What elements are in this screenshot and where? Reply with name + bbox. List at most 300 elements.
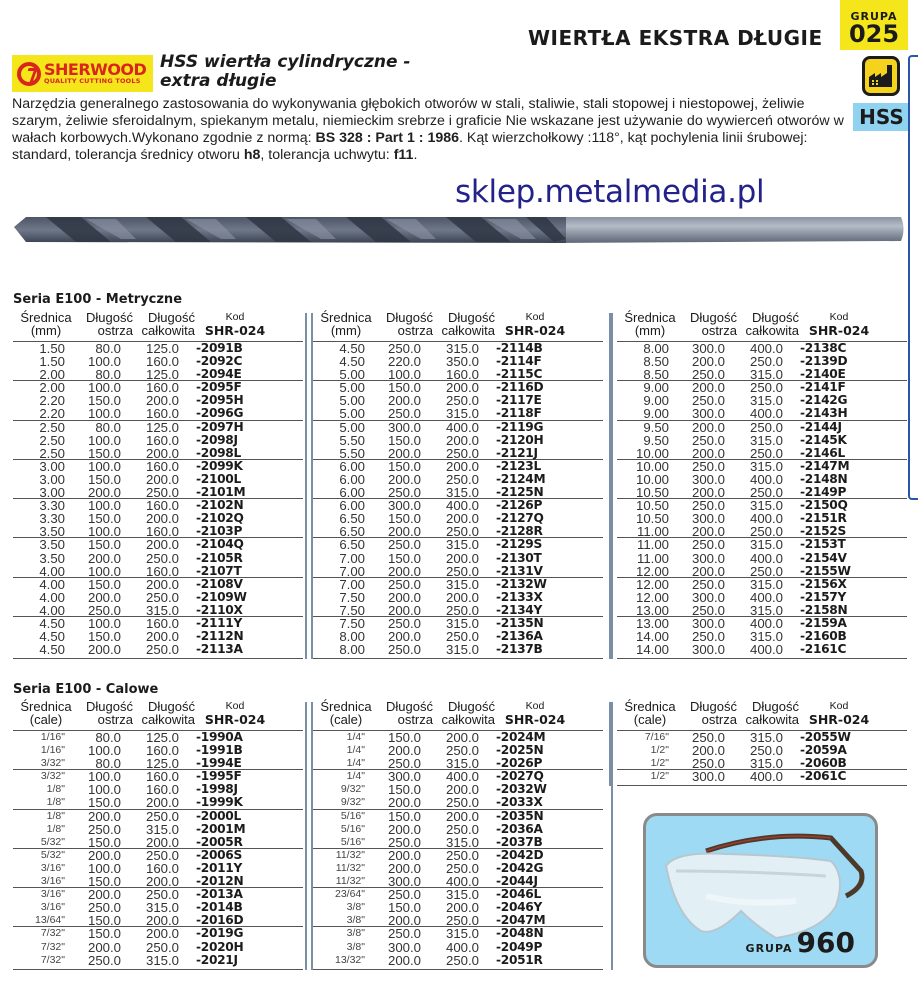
header-text: Długość	[448, 310, 495, 325]
diameter-cell: 4.00	[39, 602, 65, 618]
flute-length-cell: 200.0	[87, 589, 121, 605]
flute-length-cell: 300.0	[387, 498, 421, 514]
diameter-cell: 7/16"	[644, 731, 669, 743]
product-code-cell: -2114F	[496, 354, 542, 369]
flute-length-cell: 200.0	[387, 860, 421, 876]
diameter-cell: 3/8"	[346, 914, 365, 927]
product-code-cell: -2012N	[196, 874, 244, 889]
flute-length-cell: 250.0	[691, 393, 725, 409]
table-row	[617, 565, 907, 578]
product-code-cell: -2049P	[496, 939, 543, 954]
product-code-cell: -2094E	[196, 367, 242, 382]
flute-length-cell: 250.0	[87, 900, 121, 916]
table-row	[13, 927, 303, 940]
header-text: Długość	[690, 699, 737, 714]
inch-table-3	[617, 700, 907, 786]
overall-length-cell: 315.0	[145, 952, 179, 968]
diameter-cell: 5.00	[339, 393, 365, 409]
product-description	[12, 96, 852, 164]
diameter-cell: 12.00	[635, 563, 669, 579]
flute-length-cell: 250.0	[387, 615, 421, 631]
product-code-cell: -1999K	[196, 795, 243, 810]
diameter-cell: 3/32"	[40, 757, 65, 770]
diameter-cell: 5.00	[339, 367, 365, 383]
header-overall-length	[433, 700, 495, 727]
overall-length-cell: 315.0	[749, 756, 783, 772]
table-row	[617, 604, 907, 617]
flute-length-cell: 250.0	[387, 834, 421, 850]
product-code-cell: -2097H	[196, 419, 244, 434]
diameter-cell: 5.00	[339, 406, 365, 422]
flute-length-cell: 200.0	[87, 550, 121, 566]
diameter-cell: 13.00	[635, 615, 669, 631]
diameter-cell: 11/32"	[335, 848, 365, 861]
header-flute-length	[379, 311, 433, 338]
overall-length-cell: 400.0	[749, 511, 783, 527]
table-header	[617, 700, 907, 731]
flute-length-cell: 80.0	[95, 756, 121, 772]
overall-length-cell: 160.0	[145, 860, 179, 876]
diameter-cell: 1/2"	[650, 744, 669, 757]
header-diameter	[617, 700, 683, 727]
flute-length-cell: 220.0	[387, 354, 421, 370]
product-title-line1: HSS wiertła cylindryczne -	[160, 52, 411, 72]
overall-length-cell: 200.0	[445, 380, 479, 396]
product-code-cell: -2104Q	[196, 537, 244, 552]
diameter-cell: 9.00	[643, 380, 669, 396]
header-diameter	[13, 700, 79, 727]
header-text: całkowita	[441, 712, 495, 727]
header-text: SHR-024	[204, 712, 266, 727]
product-code-cell: -2060B	[800, 756, 847, 771]
flute-length-cell: 150.0	[387, 511, 421, 527]
product-code-cell: -2160B	[800, 629, 847, 644]
brand-name: SHERWOOD	[44, 60, 147, 80]
flute-length-cell: 300.0	[387, 769, 421, 785]
header-text: ostrza	[397, 323, 433, 338]
product-code-cell: -2117E	[496, 393, 542, 408]
table-row	[13, 604, 303, 617]
overall-length-cell: 160.0	[145, 782, 179, 798]
header-text: Kod	[525, 700, 545, 712]
header-overall-length	[133, 311, 195, 338]
overall-length-cell: 315.0	[445, 576, 479, 592]
table-row	[617, 591, 907, 604]
overall-length-cell: 200.0	[445, 458, 479, 474]
diameter-cell: 3/16"	[40, 861, 65, 874]
diameter-cell: 3.50	[39, 537, 65, 553]
diameter-cell: 6.50	[339, 511, 365, 527]
product-code-cell: -2055W	[800, 730, 851, 744]
flute-length-cell: 250.0	[387, 926, 421, 942]
table-row	[13, 434, 303, 447]
flute-length-cell: 250.0	[691, 576, 725, 592]
product-code-cell: -2120H	[496, 432, 544, 447]
flute-length-cell: 80.0	[95, 341, 121, 356]
product-code-cell: -2110X	[196, 602, 243, 617]
product-code-cell: -2132W	[496, 576, 547, 591]
header-overall-length	[737, 700, 799, 727]
product-code-cell: -2037B	[496, 834, 543, 849]
overall-length-cell: 250.0	[145, 887, 179, 903]
product-code-cell: -2108V	[196, 576, 243, 591]
flute-length-cell: 250.0	[87, 602, 121, 618]
header-text: (cale)	[633, 712, 667, 727]
overall-length-cell: 250.0	[145, 550, 179, 566]
flute-length-cell: 250.0	[387, 642, 421, 658]
header-text: Średnica	[20, 310, 72, 325]
grupa-badge	[840, 0, 908, 50]
table-row	[13, 796, 303, 809]
flute-length-cell: 200.0	[691, 354, 725, 370]
overall-length-cell: 200.0	[145, 445, 179, 461]
overall-length-cell: 250.0	[145, 485, 179, 501]
table-row	[617, 643, 907, 656]
table-row	[617, 578, 907, 591]
diameter-cell: 3/8"	[346, 901, 365, 914]
overall-length-cell: 250.0	[145, 589, 179, 605]
overall-length-cell: 125.0	[145, 367, 179, 383]
overall-length-cell: 250.0	[445, 913, 479, 929]
overall-length-cell: 200.0	[445, 782, 479, 798]
overall-length-cell: 250.0	[145, 642, 179, 658]
diameter-cell: 1.50	[39, 354, 65, 370]
factory-icon	[862, 56, 900, 96]
flute-length-cell: 300.0	[691, 341, 725, 356]
flute-length-cell: 150.0	[387, 458, 421, 474]
diameter-cell: 3/16"	[40, 875, 65, 888]
overall-length-cell: 250.0	[445, 563, 479, 579]
header-text: całkowita	[141, 323, 195, 338]
overall-length-cell: 160.0	[445, 367, 479, 383]
table-row	[617, 421, 907, 434]
metric-section-title: Seria E100 - Metryczne	[13, 292, 183, 307]
diameter-cell: 7.50	[339, 602, 365, 618]
overall-length-cell: 250.0	[445, 471, 479, 487]
product-code-cell: -2152S	[800, 524, 846, 539]
flute-length-cell: 200.0	[691, 485, 725, 501]
product-code-cell: -2136A	[496, 629, 543, 644]
flute-length-cell: 80.0	[95, 730, 121, 745]
header-text: Kod	[829, 700, 849, 712]
diameter-cell: 5.50	[339, 432, 365, 448]
product-code-cell: -2149P	[800, 485, 847, 500]
overall-length-cell: 400.0	[445, 498, 479, 514]
header-text: (cale)	[329, 712, 363, 727]
flute-length-cell: 100.0	[87, 354, 121, 370]
table-header	[313, 311, 603, 342]
product-code-cell: -2021J	[196, 952, 238, 967]
product-code-cell: -2102N	[196, 498, 244, 513]
flute-length-cell: 200.0	[691, 445, 725, 461]
overall-length-cell: 400.0	[749, 642, 783, 658]
flute-length-cell: 100.0	[87, 615, 121, 631]
product-code-cell: -1994E	[196, 756, 242, 771]
header-text: całkowita	[441, 323, 495, 338]
drill-bit-image	[6, 209, 906, 249]
overall-length-cell: 200.0	[145, 393, 179, 409]
flute-length-cell: 250.0	[691, 498, 725, 514]
flute-length-cell: 200.0	[387, 795, 421, 811]
header-code	[495, 700, 575, 727]
flute-length-cell: 100.0	[87, 782, 121, 798]
flute-length-cell: 200.0	[87, 887, 121, 903]
flute-length-cell: 200.0	[87, 808, 121, 824]
product-code-cell: -2006S	[196, 847, 242, 862]
table-bottom-rule	[313, 969, 603, 970]
flute-length-cell: 80.0	[95, 367, 121, 383]
header-flute-length	[79, 311, 133, 338]
diameter-cell: 13/32"	[334, 953, 365, 966]
flute-length-cell: 200.0	[87, 939, 121, 955]
diameter-cell: 1/8"	[46, 796, 65, 809]
overall-length-cell: 315.0	[749, 629, 783, 645]
flute-length-cell: 100.0	[387, 367, 421, 383]
product-code-cell: -2095H	[196, 393, 244, 408]
product-code-cell: -2150Q	[800, 498, 848, 513]
overall-length-cell: 250.0	[749, 485, 783, 501]
header-flute-length	[79, 700, 133, 727]
overall-length-cell: 400.0	[749, 769, 783, 785]
flute-length-cell: 100.0	[87, 498, 121, 514]
overall-length-cell: 250.0	[445, 524, 479, 540]
overall-length-cell: 400.0	[749, 341, 783, 356]
table-row	[313, 460, 603, 473]
overall-length-cell: 250.0	[145, 808, 179, 824]
header-text: Kod	[525, 311, 545, 323]
overall-length-cell: 400.0	[749, 589, 783, 605]
flute-length-cell: 150.0	[87, 511, 121, 527]
table-bottom-rule	[617, 785, 907, 786]
header-text: (mm)	[330, 323, 362, 338]
table-row	[13, 460, 303, 473]
diameter-cell: 7.00	[339, 576, 365, 592]
table-row	[313, 954, 603, 967]
table-row	[13, 954, 303, 967]
flute-length-cell: 200.0	[387, 847, 421, 863]
product-code-cell: -1998J	[196, 782, 238, 797]
flute-length-cell: 250.0	[691, 602, 725, 618]
flute-length-cell: 300.0	[691, 550, 725, 566]
website-link[interactable]: sklep.metalmedia.pl	[455, 174, 765, 210]
diameter-cell: 7.00	[339, 550, 365, 566]
flute-length-cell: 300.0	[691, 406, 725, 422]
flute-length-cell: 300.0	[387, 939, 421, 955]
diameter-cell: 3.30	[39, 498, 65, 514]
overall-length-cell: 315.0	[445, 926, 479, 942]
flute-length-cell: 100.0	[87, 524, 121, 540]
diameter-cell: 4.50	[339, 341, 365, 356]
product-code-cell: -2036A	[496, 821, 543, 836]
flute-length-cell: 150.0	[387, 550, 421, 566]
table-row	[313, 407, 603, 420]
diameter-cell: 10.50	[635, 485, 669, 501]
description-text: .	[413, 147, 418, 163]
overall-length-cell: 160.0	[145, 458, 179, 474]
header-text: całkowita	[745, 323, 799, 338]
table-row	[13, 447, 303, 460]
product-code-cell: -2035N	[496, 808, 544, 823]
product-code-cell: -2099K	[196, 458, 243, 473]
product-code-cell: -2121J	[496, 445, 538, 460]
overall-length-cell: 250.0	[445, 860, 479, 876]
flute-length-cell: 200.0	[387, 563, 421, 579]
product-code-cell: -2109W	[196, 589, 247, 604]
header-diameter	[617, 311, 683, 338]
header-code	[195, 700, 275, 727]
hss-badge: HSS	[853, 103, 910, 131]
inch-table-1	[13, 700, 303, 970]
product-code-cell: -2113A	[196, 642, 243, 657]
header-code	[495, 311, 575, 338]
overall-length-cell: 250.0	[749, 743, 783, 759]
table-row	[13, 538, 303, 551]
header-text: SHR-024	[204, 323, 266, 338]
diameter-cell: 2.20	[39, 406, 65, 422]
header-text: ostrza	[397, 712, 433, 727]
flute-length-cell: 250.0	[691, 537, 725, 553]
product-code-cell: -2159A	[800, 615, 847, 630]
product-code-cell: -2119G	[496, 419, 544, 434]
flute-length-cell: 200.0	[387, 821, 421, 837]
diameter-cell: 10.00	[635, 445, 669, 461]
product-code-cell: -2107T	[196, 563, 242, 578]
diameter-cell: 5/16"	[340, 809, 365, 822]
overall-length-cell: 125.0	[145, 419, 179, 435]
product-code-cell: -2154V	[800, 550, 847, 565]
diameter-cell: 9.00	[643, 406, 669, 422]
product-code-cell: -2123L	[496, 458, 541, 473]
diameter-cell: 4.50	[339, 354, 365, 370]
product-code-cell: -2100L	[196, 471, 241, 486]
safety-goggles-promo	[643, 813, 878, 968]
header-flute-length	[683, 311, 737, 338]
flute-length-cell: 200.0	[87, 485, 121, 501]
flute-length-cell: 250.0	[87, 821, 121, 837]
overall-length-cell: 160.0	[145, 563, 179, 579]
flute-length-cell: 200.0	[387, 629, 421, 645]
flute-length-cell: 100.0	[87, 743, 121, 759]
diameter-cell: 12.00	[635, 589, 669, 605]
flute-length-cell: 300.0	[387, 874, 421, 890]
diameter-cell: 5/16"	[340, 835, 365, 848]
product-code-cell: -2095F	[196, 380, 242, 395]
header-text: Średnica	[20, 699, 72, 714]
diameter-cell: 9/32"	[340, 783, 365, 796]
flute-length-cell: 200.0	[87, 642, 121, 658]
product-code-cell: -2026P	[496, 756, 543, 771]
product-code-cell: -2147M	[800, 458, 850, 473]
overall-length-cell: 250.0	[445, 393, 479, 409]
header-text: SHR-024	[808, 323, 870, 338]
flute-length-cell: 150.0	[87, 913, 121, 929]
header-text: ostrza	[97, 712, 133, 727]
product-code-cell: -2137B	[496, 642, 543, 657]
table-row	[13, 565, 303, 578]
diameter-cell: 1/4"	[346, 757, 365, 770]
overall-length-cell: 160.0	[145, 769, 179, 785]
table-header	[13, 700, 303, 731]
diameter-cell: 4.50	[39, 615, 65, 631]
diameter-cell: 9.00	[643, 393, 669, 409]
flute-length-cell: 200.0	[387, 743, 421, 759]
flute-length-cell: 100.0	[87, 563, 121, 579]
diameter-cell: 3/16"	[40, 901, 65, 914]
flute-length-cell: 100.0	[87, 769, 121, 785]
diameter-cell: 9.50	[643, 419, 669, 435]
overall-length-cell: 250.0	[145, 847, 179, 863]
product-code-cell: -2016D	[196, 913, 244, 928]
diameter-cell: 12.00	[635, 576, 669, 592]
overall-length-cell: 160.0	[145, 354, 179, 370]
flute-length-cell: 100.0	[87, 406, 121, 422]
overall-length-cell: 200.0	[145, 874, 179, 890]
diameter-cell: 5.00	[339, 380, 365, 396]
table-row	[617, 538, 907, 551]
overall-length-cell: 250.0	[145, 939, 179, 955]
product-code-cell: -2051R	[496, 952, 543, 967]
flute-length-cell: 100.0	[87, 860, 121, 876]
overall-length-cell: 400.0	[445, 939, 479, 955]
flute-length-cell: 250.0	[87, 952, 121, 968]
diameter-cell: 1/16"	[40, 744, 65, 757]
flute-length-cell: 80.0	[95, 419, 121, 435]
overall-length-cell: 160.0	[145, 524, 179, 540]
diameter-cell: 1/8"	[46, 809, 65, 822]
header-text: SHR-024	[808, 712, 870, 727]
overall-length-cell: 315.0	[445, 756, 479, 772]
flute-length-cell: 250.0	[387, 341, 421, 356]
table-row	[313, 810, 603, 823]
table-row	[313, 434, 603, 447]
overall-length-cell: 250.0	[749, 563, 783, 579]
grupa-label: GRUPA	[745, 942, 793, 955]
header-code	[799, 311, 879, 338]
product-code-cell: -2128R	[496, 524, 543, 539]
overall-length-cell: 200.0	[145, 926, 179, 942]
diameter-cell: 7/32"	[40, 953, 65, 966]
header-text: Średnica	[320, 310, 372, 325]
table-row	[13, 421, 303, 434]
table-row	[313, 941, 603, 954]
product-code-cell: -2061C	[800, 769, 847, 784]
product-title-line2: extra długie	[160, 71, 277, 91]
diameter-cell: 7.50	[339, 589, 365, 605]
overall-length-cell: 250.0	[749, 524, 783, 540]
flute-length-cell: 150.0	[87, 445, 121, 461]
product-code-cell: -2046L	[496, 887, 541, 902]
overall-length-cell: 400.0	[749, 406, 783, 422]
inch-section-title: Seria E100 - Calowe	[13, 682, 159, 697]
flute-length-cell: 150.0	[87, 874, 121, 890]
diameter-cell: 11.00	[636, 550, 669, 566]
product-code-cell: -2151R	[800, 511, 847, 526]
header-text: całkowita	[141, 712, 195, 727]
overall-length-cell: 250.0	[749, 380, 783, 396]
overall-length-cell: 200.0	[145, 629, 179, 645]
product-code-cell: -2025N	[496, 743, 544, 758]
diameter-cell: 3/16"	[40, 888, 65, 901]
product-code-cell: -2011Y	[196, 860, 243, 875]
product-code-cell: -2148N	[800, 471, 848, 486]
product-code-cell: -2005R	[196, 834, 243, 849]
header-text: Średnica	[624, 699, 676, 714]
flute-length-cell: 250.0	[387, 485, 421, 501]
header-diameter	[313, 700, 379, 727]
page-title: WIERTŁA EKSTRA DŁUGIE	[528, 26, 823, 50]
flute-length-cell: 250.0	[387, 406, 421, 422]
header-text: (cale)	[29, 712, 63, 727]
